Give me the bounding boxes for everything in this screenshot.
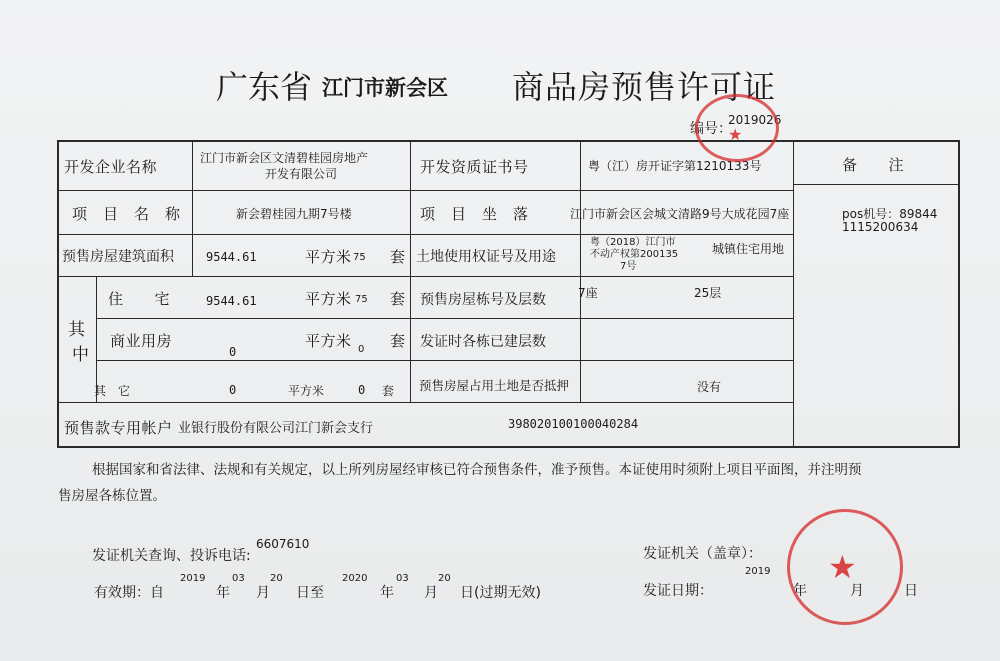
remarks-label: 备 注: [842, 156, 905, 174]
to-day: 20: [438, 573, 451, 584]
table-line: [96, 318, 793, 319]
phone-value: 6607610: [256, 537, 310, 551]
other-unit: 平方米: [288, 384, 325, 398]
land-label: 土地使用权证号及用途: [416, 249, 556, 265]
expiry-note: 日(过期无效): [460, 585, 541, 601]
table-line: [793, 140, 794, 446]
from-year: 2019: [180, 573, 206, 584]
residential-set-unit: 套: [390, 290, 406, 308]
location-value: 江门市新会区会城文清路9号大成花园7座: [570, 207, 790, 221]
table-line: [96, 360, 793, 361]
to-year: 2020: [342, 573, 368, 584]
to-month: 03: [396, 573, 409, 584]
among-label-2: 中: [72, 345, 89, 365]
commercial-set-unit: 套: [390, 332, 406, 350]
table-line: [192, 140, 193, 276]
area-unit: 平方米: [305, 248, 352, 266]
residential-unit: 平方米: [305, 290, 352, 308]
commercial-label: 商业用房: [110, 332, 173, 350]
among-label-1: 其: [68, 320, 85, 340]
from-year-char: 年: [216, 585, 230, 601]
qualification-label: 开发资质证书号: [420, 158, 529, 176]
seal-star-icon: ★: [828, 548, 857, 586]
authority-label: 发证机关（盖章）：: [643, 546, 762, 562]
area-value: 9544.61: [206, 250, 257, 264]
remark-pos-line1: pos机号：89844: [842, 207, 938, 221]
mortgage-value: 没有: [697, 380, 722, 394]
land-line1: 粤（2018）江门市: [590, 237, 676, 248]
commercial-sets: 0: [358, 344, 365, 355]
developer-line1: 江门市新会区文清碧桂园房地产: [200, 151, 369, 165]
to-char: 日至: [296, 585, 324, 601]
qualification-value: 粤（江）房开证字第1210133号: [588, 159, 762, 173]
issue-label: 发证日期：: [643, 583, 713, 599]
mortgage-label: 预售房屋占用土地是否抵押: [419, 378, 570, 393]
land-use: 城镇住宅用地: [712, 242, 785, 256]
from-month-char: 月: [256, 585, 270, 601]
floors-value: 25层: [694, 286, 722, 300]
area-set-unit: 套: [390, 248, 406, 266]
number-label: 编号：: [690, 121, 732, 137]
table-line: [57, 402, 793, 403]
commercial-unit: 平方米: [305, 332, 352, 350]
title-main: 商品房预售许可证: [512, 68, 777, 106]
statement-line2: 售房屋各栋位置。: [58, 488, 166, 504]
developer-label: 开发企业名称: [64, 158, 158, 176]
developer-line2: 开发有限公司: [265, 167, 338, 181]
issue-month-char: 月: [850, 583, 864, 599]
other-label: 其 它: [94, 384, 131, 398]
table-line: [57, 234, 793, 235]
commercial-value: 0: [229, 345, 237, 359]
issue-year: 2019: [745, 566, 771, 577]
issue-day-char: 日: [904, 583, 918, 599]
title-province: 广东省: [216, 68, 313, 106]
from-day: 20: [270, 573, 283, 584]
area-label: 预售房屋建筑面积: [62, 249, 174, 265]
title-district: 江门市新会区: [322, 76, 448, 100]
authority-seal-stamp: [787, 509, 903, 625]
account-number: 398020100100040284: [508, 417, 639, 431]
table-bottom-border: [57, 446, 960, 448]
table-line: [57, 276, 793, 277]
other-value: 0: [229, 383, 237, 397]
residential-value: 9544.61: [206, 294, 257, 308]
project-label: 项 目 名 称: [72, 205, 181, 223]
account-bank: 业银行股份有限公司江门新会支行: [178, 421, 374, 436]
land-line3: 7号: [620, 261, 637, 272]
area-sets: 75: [353, 252, 366, 263]
other-set-unit: 套: [382, 384, 395, 398]
building-label: 预售房屋栋号及层数: [420, 292, 546, 308]
land-line2: 不动产权第200135: [590, 249, 679, 260]
from-month: 03: [232, 573, 245, 584]
built-floors-label: 发证时各栋已建层数: [420, 334, 546, 350]
account-label: 预售款专用帐户: [64, 419, 173, 437]
location-label: 项 目 坐 落: [420, 205, 529, 223]
table-right-border: [958, 140, 960, 446]
table-line: [580, 140, 581, 402]
phone-label: 发证机关查询、投诉电话:: [92, 548, 251, 564]
number-seal-stamp: [695, 94, 782, 162]
other-sets: 0: [358, 383, 366, 397]
remarks-header-line: [793, 184, 960, 185]
table-line: [57, 190, 793, 191]
statement-line1: 根据国家和省法律、法规和有关规定，以上所列房屋经审核已符合预售条件，准予预售。本证使用时须附上项目平面图，并注明预: [92, 462, 862, 478]
residential-sets: 75: [355, 294, 368, 305]
table-line: [410, 140, 411, 402]
table-left-border: [57, 140, 59, 446]
project-value: 新会碧桂园九期7号楼: [236, 207, 352, 221]
to-year-char: 年: [380, 585, 394, 601]
issue-year-char: 年: [793, 583, 807, 599]
to-month-char: 月: [424, 585, 438, 601]
number-value: 2019026: [728, 113, 782, 127]
remark-pos-line2: 1115200634: [842, 220, 919, 234]
residential-label: 住 宅: [108, 290, 171, 308]
validity-label: 有效期：自: [94, 585, 164, 601]
seal-star-icon: ★: [728, 125, 743, 144]
building-value: 7座: [578, 286, 598, 300]
